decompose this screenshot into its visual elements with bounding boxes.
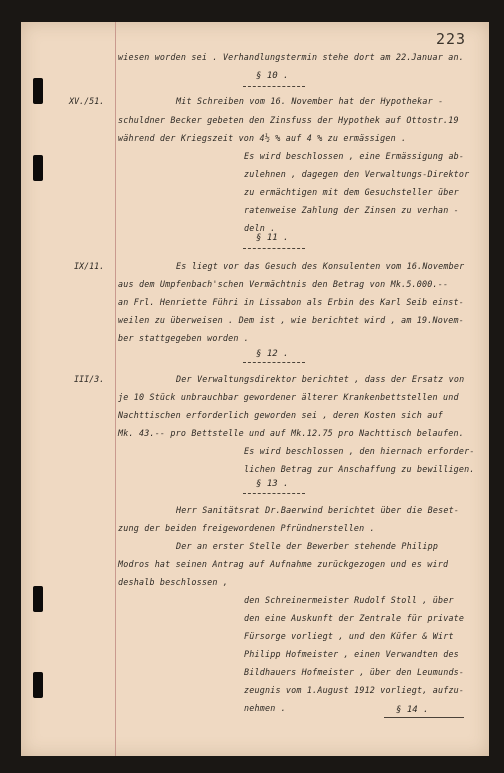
punch-hole xyxy=(33,672,43,698)
text-line: Mk. 43.-- pro Bettstelle und auf Mk.12.75 pro Nachttisch belaufen. xyxy=(118,428,464,438)
section-rule xyxy=(243,493,305,494)
text-line: ber stattgegeben worden . xyxy=(118,333,250,343)
text-line: nehmen . xyxy=(244,703,286,713)
text-line: an Frl. Henriette Führi in Lissabon als Erbin des Karl Seib einst- xyxy=(118,297,464,307)
margin-line xyxy=(115,22,116,756)
section-mark: § 11 . xyxy=(256,233,289,243)
text-line: Mit Schreiben vom 16. November hat der Hypothekar - xyxy=(176,96,444,106)
text-line: weilen zu überweisen . Dem ist , wie berichtet wird , am 19.Novem- xyxy=(118,315,464,325)
text-line: wiesen worden sei . Verhandlungstermin stehe dort am 22.Januar an. xyxy=(118,52,464,62)
text-line: den Schreinermeister Rudolf Stoll , über xyxy=(244,595,454,605)
text-line: Der an erster Stelle der Bewerber stehende Philipp xyxy=(176,541,439,551)
section-mark: § 14 . xyxy=(396,705,429,715)
section-rule xyxy=(384,717,464,718)
punch-hole xyxy=(33,586,43,612)
section-mark: § 13 . xyxy=(256,479,289,489)
entry-number: XV./51. xyxy=(69,96,105,106)
text-line: Der Verwaltungsdirektor berichtet , dass der Ersatz von xyxy=(176,374,465,384)
text-line: den eine Auskunft der Zentrale für private xyxy=(244,613,465,623)
text-line: deln . xyxy=(244,223,276,233)
section-rule xyxy=(243,362,305,363)
text-line: je 10 Stück unbrauchbar gewordener älterer Krankenbettstellen und xyxy=(118,392,459,402)
text-line: Es wird beschlossen , den hiernach erforder- xyxy=(244,446,475,456)
punch-hole xyxy=(33,155,43,181)
entry-number: III/3. xyxy=(74,374,105,384)
text-line: Es wird beschlossen , eine Ermässigung ab- xyxy=(244,151,465,161)
text-line: Nachttischen erforderlich geworden sei , deren Kosten sich auf xyxy=(118,410,444,420)
text-line: Es liegt vor das Gesuch des Konsulenten vom 16.November xyxy=(176,261,465,271)
text-line: schuldner Becker gebeten den Zinsfuss der Hypothek auf Ottostr.19 xyxy=(118,115,459,125)
text-line: zung der beiden freigewordenen Pfründnerstellen . xyxy=(118,523,375,533)
section-rule xyxy=(243,86,305,87)
text-line: Herr Sanitätsrat Dr.Baerwind berichtet über die Beset- xyxy=(176,505,460,515)
section-mark: § 12 . xyxy=(256,349,289,359)
text-line: zulehnen , dagegen den Verwaltungs-Direktor xyxy=(244,169,470,179)
text-line: Bildhauers Hofmeister , über den Leumunds- xyxy=(244,667,465,677)
text-line: deshalb beschlossen , xyxy=(118,577,229,587)
text-line: zu ermächtigen mit dem Gesuchsteller über xyxy=(244,187,459,197)
section-rule xyxy=(243,248,305,249)
text-line: ratenweise Zahlung der Zinsen zu verhan - xyxy=(244,205,459,215)
text-line: Fürsorge vorliegt , und den Küfer & Wirt xyxy=(244,631,454,641)
page-number: 223 xyxy=(436,30,467,48)
text-line: während der Kriegszeit von 4½ % auf 4 % zu ermässigen . xyxy=(118,133,407,143)
text-line: Philipp Hofmeister , einen Verwandten des xyxy=(244,649,459,659)
text-line: zeugnis vom 1.August 1912 vorliegt, aufzu- xyxy=(244,685,465,695)
text-line: Modros hat seinen Antrag auf Aufnahme zurückgezogen und es wird xyxy=(118,559,449,569)
section-mark: § 10 . xyxy=(256,71,289,81)
entry-number: IX/11. xyxy=(74,261,105,271)
punch-hole xyxy=(33,78,43,104)
text-line: lichen Betrag zur Anschaffung zu bewilligen. xyxy=(244,464,475,474)
text-line: aus dem Umpfenbach'schen Vermächtnis den Betrag von Mk.5.000.-- xyxy=(118,279,449,289)
